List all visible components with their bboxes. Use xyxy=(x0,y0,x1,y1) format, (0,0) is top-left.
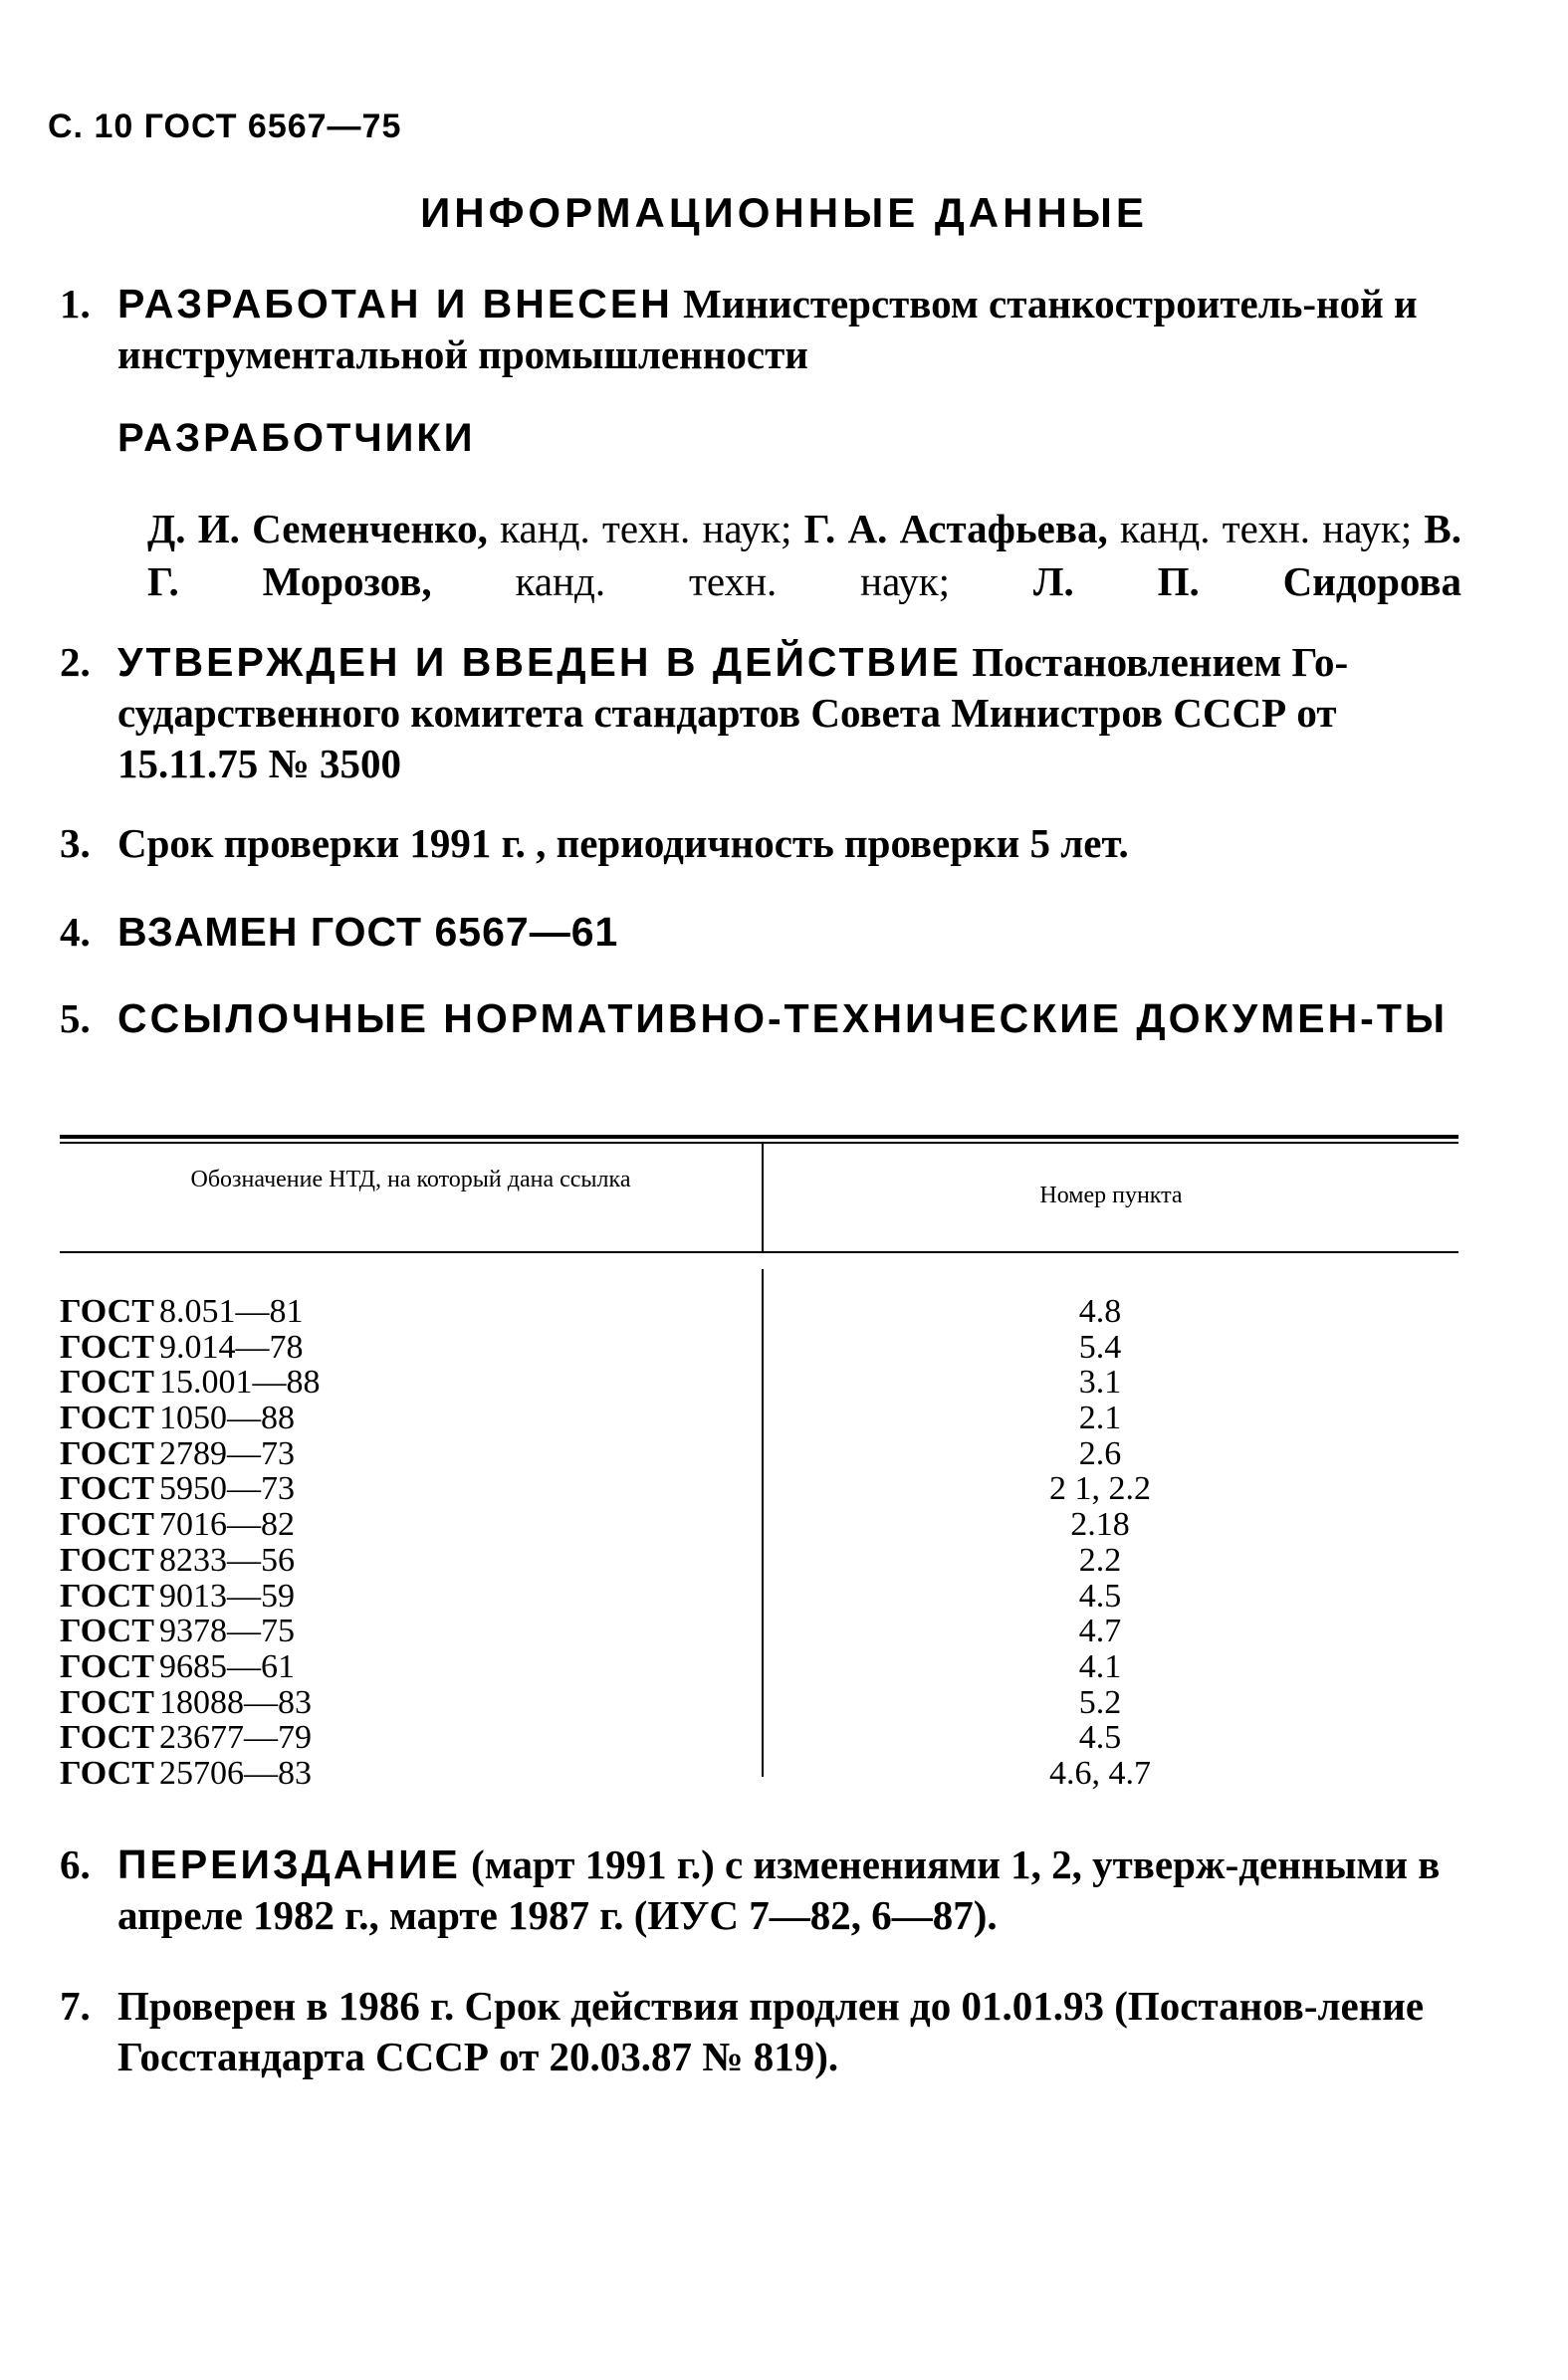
clause-cell: 2 1, 2.2 xyxy=(1049,1470,1151,1508)
item-number: 5. xyxy=(60,995,91,1041)
clause-cell: 2.6 xyxy=(1078,1434,1122,1472)
document-cell xyxy=(60,1543,295,1579)
document-prefix: ГОСТ xyxy=(60,1328,154,1366)
document-prefix: ГОСТ xyxy=(60,1400,154,1437)
developer-degree: канд. техн. наук; xyxy=(500,506,792,551)
document-prefix: ГОСТ xyxy=(60,1647,154,1685)
document-cell xyxy=(60,1507,295,1543)
clause-cell: 4.1 xyxy=(1078,1647,1122,1685)
item-4 xyxy=(60,907,1458,958)
item-text: Постановлением Го-сударственного комитета стандартов Совета Министров СССР от 15.11.75 № 3500 xyxy=(117,639,1349,786)
table-rule xyxy=(60,1142,1458,1144)
document-number: 5950—73 xyxy=(159,1470,295,1508)
document-prefix: ГОСТ xyxy=(60,1434,154,1472)
document-number: 25706—83 xyxy=(159,1754,312,1792)
developers-list xyxy=(147,503,1461,608)
col-header-document: Обозначение НТД, на который дана ссылка xyxy=(190,1167,631,1192)
table-row xyxy=(60,1756,1458,1792)
item-heading: ССЫЛОЧНЫЕ НОРМАТИВНО-ТЕХНИЧЕСКИЕ ДОКУМЕН-ТЫ xyxy=(117,995,1449,1041)
table-row xyxy=(60,1294,1458,1330)
clause-cell: 4.7 xyxy=(1078,1613,1122,1650)
document-number: 8.051—81 xyxy=(159,1293,304,1330)
item-6 xyxy=(60,1839,1458,1941)
col-header-clause: Номер пункта xyxy=(1039,1183,1183,1208)
page-header: С. 10 ГОСТ 6567—75 xyxy=(48,108,402,145)
table-row xyxy=(60,1330,1458,1366)
table-body xyxy=(60,1294,1458,1792)
document-cell xyxy=(60,1365,321,1401)
item-heading: РАЗРАБОТАН И ВНЕСЕН xyxy=(117,281,673,326)
item-heading: ВЗАМЕН ГОСТ 6567—61 xyxy=(117,909,619,955)
developer-degree: канд. техн. наук; xyxy=(515,558,951,604)
table-row xyxy=(60,1365,1458,1401)
item-2 xyxy=(60,637,1458,789)
clause-cell: 4.5 xyxy=(1078,1719,1122,1757)
document-prefix: ГОСТ xyxy=(60,1754,154,1792)
document-number: 1050—88 xyxy=(159,1400,295,1437)
document-number: 9013—59 xyxy=(159,1577,295,1615)
document-prefix: ГОСТ xyxy=(60,1683,154,1721)
document-cell xyxy=(60,1330,304,1366)
document-prefix: ГОСТ xyxy=(60,1506,154,1544)
document-cell xyxy=(60,1649,295,1685)
item-number: 1. xyxy=(60,281,91,326)
item-3 xyxy=(60,818,1458,869)
item-7 xyxy=(60,1981,1458,2082)
item-heading: ПЕРЕИЗДАНИЕ xyxy=(117,1841,461,1887)
developer-name: Г. А. Астафьева, xyxy=(803,506,1108,551)
item-heading: УТВЕРЖДЕН И ВВЕДЕН В ДЕЙСТВИЕ xyxy=(117,639,962,685)
table-row xyxy=(60,1685,1458,1721)
item-number: 2. xyxy=(60,639,91,685)
page-title: ИНФОРМАЦИОННЫЕ ДАННЫЕ xyxy=(420,189,1148,236)
document-cell xyxy=(60,1579,295,1615)
table-rule xyxy=(60,1251,1458,1253)
table-row xyxy=(60,1471,1458,1507)
developer-name: В. Г. Морозов, xyxy=(147,506,1461,604)
clause-cell: 2.2 xyxy=(1078,1541,1122,1579)
document-number: 9378—75 xyxy=(159,1613,295,1650)
document-cell xyxy=(60,1756,312,1792)
references-table xyxy=(60,1135,1458,1792)
table-rule xyxy=(60,1135,1458,1139)
table-row xyxy=(60,1720,1458,1756)
table-row xyxy=(60,1507,1458,1543)
document-number: 23677—79 xyxy=(159,1719,312,1757)
document-prefix: ГОСТ xyxy=(60,1470,154,1508)
document-number: 9.014—78 xyxy=(159,1328,304,1366)
item-number: 7. xyxy=(60,1983,91,2029)
document-number: 7016—82 xyxy=(159,1506,295,1544)
document-cell xyxy=(60,1294,304,1330)
clause-cell: 2.18 xyxy=(1070,1506,1130,1544)
item-5 xyxy=(60,993,1458,1044)
developers-title: РАЗРАБОТЧИКИ xyxy=(117,416,476,460)
document-cell xyxy=(60,1614,295,1649)
document-cell xyxy=(60,1685,312,1721)
item-number: 6. xyxy=(60,1841,91,1887)
item-text: Срок проверки 1991 г. , периодичность проверки 5 лет. xyxy=(117,820,1129,866)
clause-cell: 5.2 xyxy=(1078,1683,1122,1721)
table-row xyxy=(60,1543,1458,1579)
document-cell xyxy=(60,1471,295,1507)
document-number: 9685—61 xyxy=(159,1647,295,1685)
document-prefix: ГОСТ xyxy=(60,1293,154,1330)
document-number: 2789—73 xyxy=(159,1434,295,1472)
clause-cell: 4.6, 4.7 xyxy=(1049,1754,1151,1792)
table-row xyxy=(60,1579,1458,1615)
document-prefix: ГОСТ xyxy=(60,1577,154,1615)
developer-name: Д. И. Семенченко, xyxy=(147,506,488,551)
document-prefix: ГОСТ xyxy=(60,1613,154,1650)
clause-cell: 3.1 xyxy=(1078,1364,1122,1402)
document-prefix: ГОСТ xyxy=(60,1364,154,1402)
item-1 xyxy=(60,279,1458,380)
table-row xyxy=(60,1614,1458,1649)
clause-cell: 2.1 xyxy=(1078,1400,1122,1437)
clause-cell: 4.8 xyxy=(1078,1293,1122,1330)
document-number: 18088—83 xyxy=(159,1683,312,1721)
item-text: (март 1991 г.) с изменениями 1, 2, утверж-денными в апреле 1982 г., марте 1987 г. (ИУС 7—82, 6—87). xyxy=(117,1841,1441,1938)
item-text: Проверен в 1986 г. Срок действия продлен до 01.01.93 (Постанов-ление Госстандарта СССР от 20.03.87 № 819). xyxy=(117,1983,1425,2079)
document-cell xyxy=(60,1720,312,1756)
developer-degree: канд. техн. наук; xyxy=(1119,506,1413,551)
table-row xyxy=(60,1436,1458,1472)
developer-name: Л. П. Сидорова xyxy=(1032,558,1462,604)
document-number: 15.001—88 xyxy=(159,1364,321,1402)
item-number: 4. xyxy=(60,909,91,955)
document-cell xyxy=(60,1401,295,1436)
clause-cell: 5.4 xyxy=(1078,1328,1122,1366)
document-number: 8233—56 xyxy=(159,1541,295,1579)
clause-cell: 4.5 xyxy=(1078,1577,1122,1615)
document-prefix: ГОСТ xyxy=(60,1541,154,1579)
item-number: 3. xyxy=(60,820,91,866)
item-text: Министерством станкостроитель-ной и инструментальной промышленности xyxy=(117,281,1418,377)
table-row xyxy=(60,1649,1458,1685)
table-row xyxy=(60,1401,1458,1436)
document-cell xyxy=(60,1436,295,1472)
document-prefix: ГОСТ xyxy=(60,1719,154,1757)
